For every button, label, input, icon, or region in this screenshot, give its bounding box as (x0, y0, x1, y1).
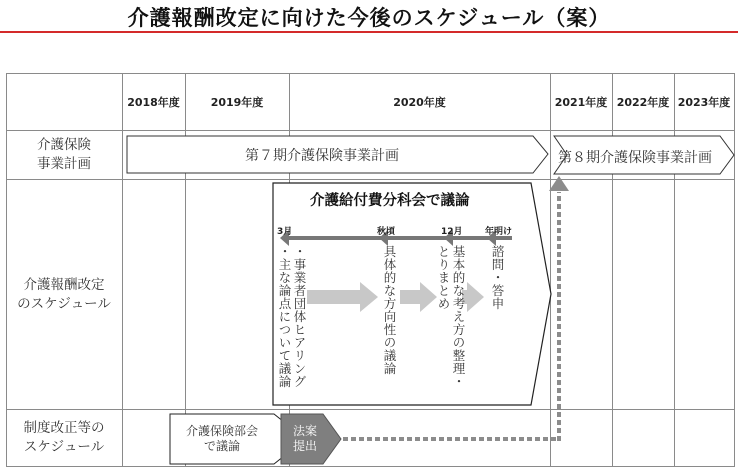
year-header-2022: 2022年度 (616, 96, 670, 109)
phase-summary-text: とりまとめ (436, 245, 451, 310)
year-header-2020: 2020年度 (393, 96, 446, 109)
phase-main-issues-text: ・主な論点について議論 (277, 245, 292, 388)
page-title: 介護報酬改定に向けた今後のスケジュール（案） (127, 6, 611, 30)
timeline-label-march: 3月 (277, 227, 293, 237)
phase-basic-text: 基本的な考え方の整理・ (451, 245, 466, 388)
insurance-committee-label: 介護保険部会 で議論 (185, 424, 258, 453)
row-header-system-reform: 制度改正等の スケジュール (23, 420, 105, 455)
timeline-label-december: 12月 (441, 227, 463, 237)
year-header-2018: 2018年度 (127, 96, 180, 109)
subcommittee-title: 介護給付費分科会で議論 (310, 193, 470, 209)
timeline-label-newyear: 年明け (485, 227, 513, 237)
timeline-label-autumn: 秋頃 (377, 227, 396, 237)
row-header-fee-revision: 介護報酬改定 のスケジュール (17, 276, 111, 312)
phase-consultation-text: 諮問・答申 (490, 245, 505, 310)
dotted-connector-arrowhead (549, 176, 569, 191)
phase-hearing-text: ・事業者団体ヒアリング (292, 245, 307, 388)
row-header-insurance-plan: 介護保険 事業計画 (37, 137, 91, 172)
year-header-2019: 2019年度 (210, 96, 264, 109)
year-header-2021: 2021年度 (554, 96, 608, 109)
eighth-plan-label: 第８期介護保険事業計画 (558, 150, 712, 166)
seventh-plan-label: 第７期介護保険事業計画 (245, 148, 399, 164)
year-header-2023: 2023年度 (677, 96, 731, 109)
bill-submission-label: 法案 提出 (292, 424, 317, 453)
phase-specific-text: 具体的な方向性の議論 (382, 245, 397, 375)
